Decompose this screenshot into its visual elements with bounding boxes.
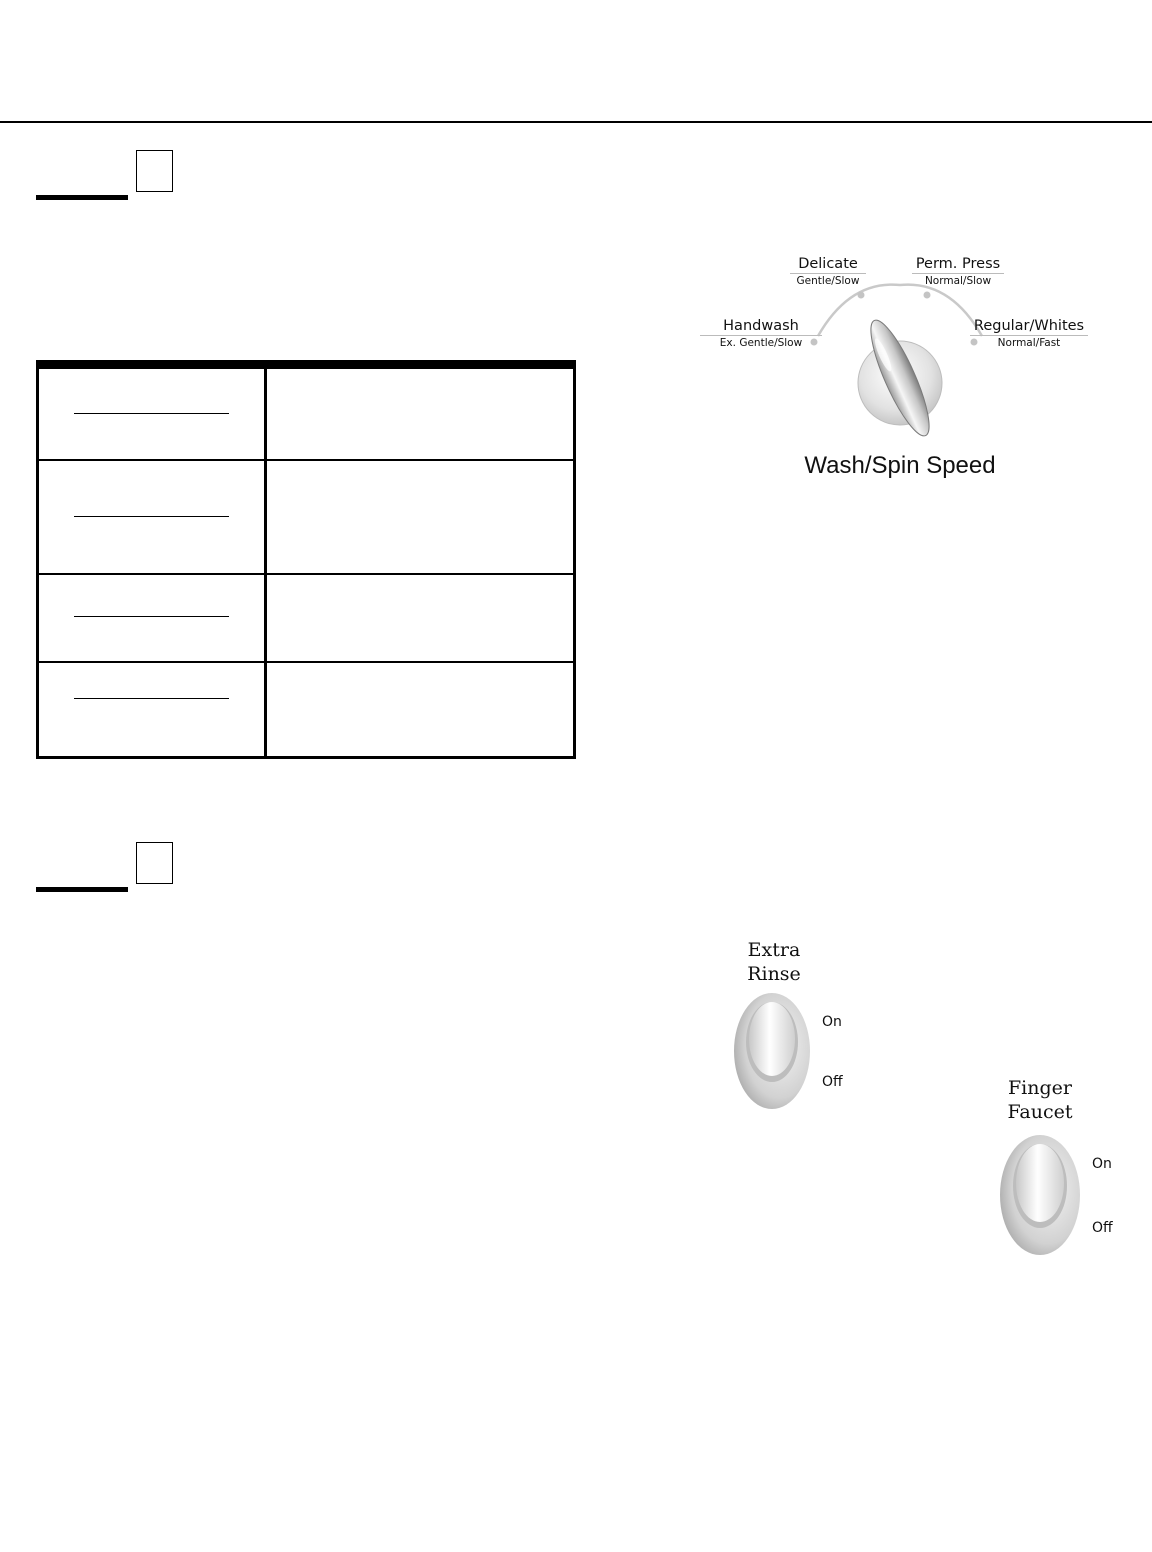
toggle-knob bbox=[998, 1132, 1082, 1256]
dial-label-handwash bbox=[700, 318, 822, 350]
setting-speed: Normal/Slow bbox=[912, 273, 1004, 288]
section-marker-bar bbox=[36, 887, 128, 892]
table-blank-line bbox=[74, 698, 229, 699]
table-column-divider bbox=[264, 369, 267, 756]
toggle-knob bbox=[732, 990, 814, 1110]
dial-title: Wash/Spin Speed bbox=[804, 452, 996, 479]
table-row-divider bbox=[39, 459, 573, 461]
header-rule bbox=[0, 121, 1152, 123]
section-marker bbox=[36, 150, 176, 200]
toggle-on-label: On bbox=[822, 1014, 842, 1030]
table-blank-line bbox=[74, 413, 229, 414]
section-marker bbox=[36, 842, 176, 892]
dial-label-perm-press bbox=[912, 256, 1004, 288]
wash-spin-speed-dial[interactable] bbox=[700, 240, 1100, 500]
table-blank-line bbox=[74, 616, 229, 617]
table-row-divider bbox=[39, 573, 573, 575]
setting-name: Delicate bbox=[798, 256, 858, 272]
settings-table bbox=[36, 360, 576, 759]
dial-label-regular-whites bbox=[970, 318, 1088, 350]
setting-name: Handwash bbox=[723, 318, 799, 334]
toggle-label-line: Faucet bbox=[1007, 1101, 1073, 1123]
section-marker-bar bbox=[36, 195, 128, 200]
finger-faucet-toggle[interactable] bbox=[1000, 1076, 1150, 1266]
toggle-off-label: Off bbox=[1092, 1220, 1113, 1236]
table-blank-line bbox=[74, 516, 229, 517]
setting-speed: Ex. Gentle/Slow bbox=[700, 335, 822, 350]
setting-name: Perm. Press bbox=[915, 256, 1001, 272]
toggle-on-label: On bbox=[1092, 1156, 1112, 1172]
toggle-label bbox=[1000, 1076, 1080, 1124]
table-row-divider bbox=[39, 661, 573, 663]
toggle-label-line: Finger bbox=[1008, 1077, 1072, 1099]
dial-label-delicate bbox=[790, 256, 866, 288]
section-marker-box bbox=[136, 150, 173, 192]
setting-speed: Normal/Fast bbox=[970, 335, 1088, 350]
toggle-off-label: Off bbox=[822, 1074, 843, 1090]
setting-speed: Gentle/Slow bbox=[790, 273, 866, 288]
dial-dot bbox=[858, 292, 865, 299]
setting-name: Regular/Whites bbox=[973, 318, 1085, 334]
extra-rinse-toggle[interactable] bbox=[734, 938, 884, 1128]
toggle-label bbox=[734, 938, 814, 986]
section-marker-box bbox=[136, 842, 173, 884]
toggle-label-line: Extra bbox=[747, 939, 801, 961]
toggle-label-line: Rinse bbox=[747, 963, 801, 985]
dial-dot bbox=[924, 292, 931, 299]
dial-arc bbox=[818, 285, 982, 336]
